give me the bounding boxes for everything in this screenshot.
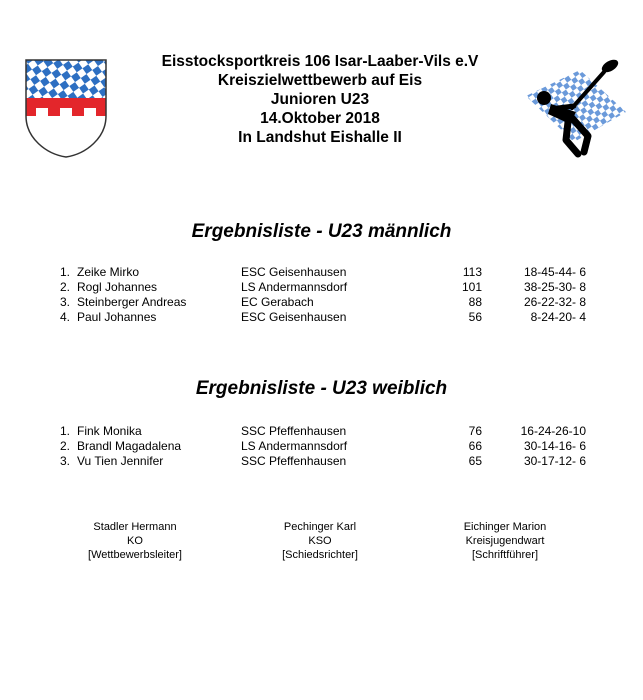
game-scores: 30-14-16- 6 xyxy=(523,439,586,453)
total-score: 65 xyxy=(468,454,482,468)
female-results-title: Ergebnisliste - U23 weiblich xyxy=(195,378,448,399)
total-score: 88 xyxy=(468,295,482,309)
signatory-title: KO xyxy=(127,535,143,547)
club-name: LS Andermannsdorf xyxy=(241,439,348,453)
total-score: 101 xyxy=(461,280,482,294)
club-name: LS Andermannsdorf xyxy=(241,280,348,294)
place: 3. xyxy=(59,454,70,468)
signature-secretary xyxy=(430,520,580,562)
place: 1. xyxy=(59,265,70,279)
place: 3. xyxy=(59,295,70,309)
total-score: 76 xyxy=(468,424,482,438)
header-association: Eisstocksportkreis 106 Isar-Laaber-Vils e.V xyxy=(161,53,479,70)
list-item xyxy=(56,454,586,469)
male-results-list xyxy=(56,265,586,325)
player-name: Vu Tien Jennifer xyxy=(77,454,164,468)
game-scores: 38-25-30- 8 xyxy=(523,280,586,294)
header-venue: In Landshut Eishalle II xyxy=(238,129,402,146)
player-name: Fink Monika xyxy=(77,424,142,438)
coat-of-arms-icon xyxy=(24,58,108,158)
player-name: Rogl Johannes xyxy=(77,280,158,294)
signatory-title: KSO xyxy=(308,535,332,547)
total-score: 56 xyxy=(468,310,482,324)
total-score: 113 xyxy=(462,265,482,279)
signatory-name: Stadler Hermann xyxy=(93,521,177,533)
signature-competition-lead xyxy=(60,520,210,562)
game-scores: 18-45-44- 6 xyxy=(523,265,586,279)
list-item xyxy=(56,424,586,439)
player-name: Brandl Magadalena xyxy=(77,439,182,453)
signatory-role: [Schiedsrichter] xyxy=(282,549,358,561)
ice-stock-player-icon xyxy=(518,56,630,162)
game-scores: 8-24-20- 4 xyxy=(530,310,586,324)
signatory-name: Pechinger Karl xyxy=(283,521,357,533)
list-item xyxy=(56,295,586,310)
total-score: 66 xyxy=(468,439,482,453)
place: 4. xyxy=(59,310,70,324)
header-competition: Kreiszielwettbewerb auf Eis xyxy=(217,72,423,89)
club-name: EC Gerabach xyxy=(241,295,314,309)
list-item xyxy=(56,265,586,280)
club-name: SSC Pfeffenhausen xyxy=(241,454,347,468)
game-scores: 16-24-26-10 xyxy=(520,424,586,438)
list-item xyxy=(56,310,586,325)
club-name: ESC Geisenhausen xyxy=(241,265,347,279)
document-header xyxy=(110,52,530,147)
signatory-role: [Wettbewerbsleiter] xyxy=(88,549,182,561)
player-name: Steinberger Andreas xyxy=(77,295,187,309)
list-item xyxy=(56,280,586,295)
club-name: ESC Geisenhausen xyxy=(241,310,347,324)
signatory-title: Kreisjugendwart xyxy=(465,535,545,547)
place: 2. xyxy=(59,439,70,453)
signatory-name: Eichinger Marion xyxy=(463,521,547,533)
place: 2. xyxy=(59,280,70,294)
female-results-list xyxy=(56,424,586,469)
club-name: SSC Pfeffenhausen xyxy=(241,424,347,438)
player-name: Zeike Mirko xyxy=(77,265,140,279)
male-results-title: Ergebnisliste - U23 männlich xyxy=(191,221,452,242)
game-scores: 26-22-32- 8 xyxy=(523,295,586,309)
place: 1. xyxy=(59,424,70,438)
player-name: Paul Johannes xyxy=(77,310,157,324)
signature-referee xyxy=(245,520,395,562)
header-date: 14.Oktober 2018 xyxy=(260,110,380,127)
game-scores: 30-17-12- 6 xyxy=(523,454,586,468)
header-category: Junioren U23 xyxy=(270,91,370,108)
list-item xyxy=(56,439,586,454)
signatory-role: [Schriftführer] xyxy=(471,549,539,561)
